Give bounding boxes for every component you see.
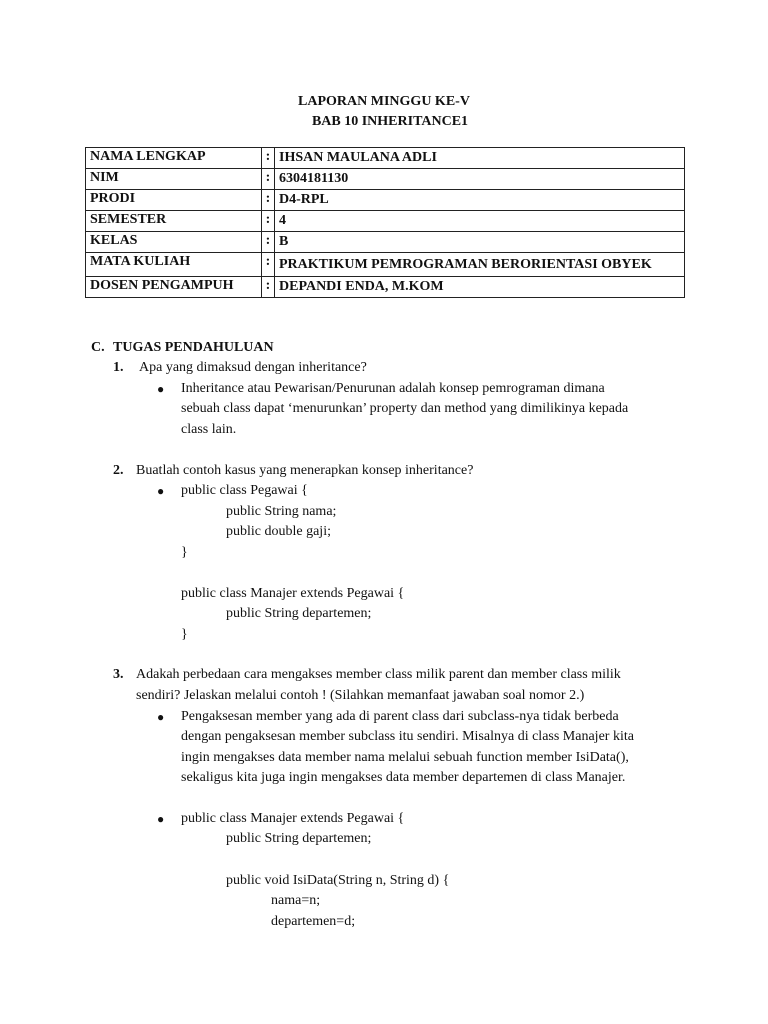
student-info-table [85,147,685,298]
info-separator: : [262,253,275,277]
info-separator: : [262,232,275,253]
answer-line: ingin mengakses data member nama melalui sebuah function member IsiData(), [181,750,629,765]
code-line: public class Pegawai { [181,483,308,498]
info-separator: : [262,148,275,169]
code-line: public class Manajer extends Pegawai { [181,811,405,826]
question-text: Adakah perbedaan cara mengakses member class milik parent dan member class milik [136,667,621,682]
section-label: C. [91,340,105,355]
info-value: 6304181130 [275,169,685,190]
answer-line: sekaligus kita juga ingin mengakses data member departemen di class Manajer. [181,770,626,785]
code-line: public class Manajer extends Pegawai { [181,586,405,601]
answer-line: sebuah class dapat ‘menurunkan’ property dan method yang dimilikinya kepada [181,401,629,416]
question-number: 1. [113,360,124,375]
code-line: public String nama; [226,504,337,519]
code-line: departemen=d; [271,914,356,929]
code-line: public double gaji; [226,524,331,539]
table-row [86,190,685,211]
code-line: public void IsiData(String n, String d) { [226,873,450,888]
code-line: } [181,627,188,642]
info-separator: : [262,190,275,211]
info-separator: : [262,169,275,190]
info-value: DEPANDI ENDA, M.KOM [275,277,685,298]
answer-line: Inheritance atau Pewarisan/Penurunan adalah konsep pemrograman dimana [181,381,605,396]
table-row [86,253,685,277]
question-text: Buatlah contoh kasus yang menerapkan konsep inheritance? [136,463,474,478]
info-separator: : [262,277,275,298]
table-row [86,211,685,232]
report-title: LAPORAN MINGGU KE-V [298,94,470,109]
chapter-title: BAB 10 INHERITANCE1 [311,114,469,129]
info-value: D4-RPL [275,190,685,211]
info-value: IHSAN MAULANA ADLI [275,148,685,169]
info-key: NIM [86,169,262,190]
bullet-icon: ● [157,710,165,724]
code-line: public String departemen; [226,831,372,846]
info-separator: : [262,211,275,232]
info-key: KELAS [86,232,262,253]
info-key: SEMESTER [86,211,262,232]
bullet-icon: ● [157,484,165,498]
info-key: DOSEN PENGAMPUH [86,277,262,298]
table-row [86,232,685,253]
answer-line: dengan pengaksesan member subclass itu sendiri. Misalnya di class Manajer kita [181,729,634,744]
code-line: } [181,545,188,560]
answer-line: class lain. [181,422,237,437]
table-row [86,148,685,169]
table-row [86,169,685,190]
code-line: nama=n; [271,893,321,908]
code-line: public String departemen; [226,606,372,621]
bullet-icon: ● [157,382,165,396]
bullet-icon: ● [157,812,165,826]
question-text: Apa yang dimaksud dengan inheritance? [139,360,367,375]
table-row [86,277,685,298]
info-key: PRODI [86,190,262,211]
section-title: TUGAS PENDAHULUAN [113,340,274,355]
answer-line: Pengaksesan member yang ada di parent class dari subclass-nya tidak berbeda [181,709,619,724]
info-value: 4 [275,211,685,232]
info-value: B [275,232,685,253]
info-key: NAMA LENGKAP [86,148,262,169]
question-number: 2. [113,463,124,478]
info-key: MATA KULIAH [86,253,262,277]
question-number: 3. [113,667,124,682]
question-text: sendiri? Jelaskan melalui contoh ! (Silahkan memanfaat jawaban soal nomor 2.) [136,688,585,703]
info-value: PRAKTIKUM PEMROGRAMAN BERORIENTASI OBYEK [275,253,685,277]
